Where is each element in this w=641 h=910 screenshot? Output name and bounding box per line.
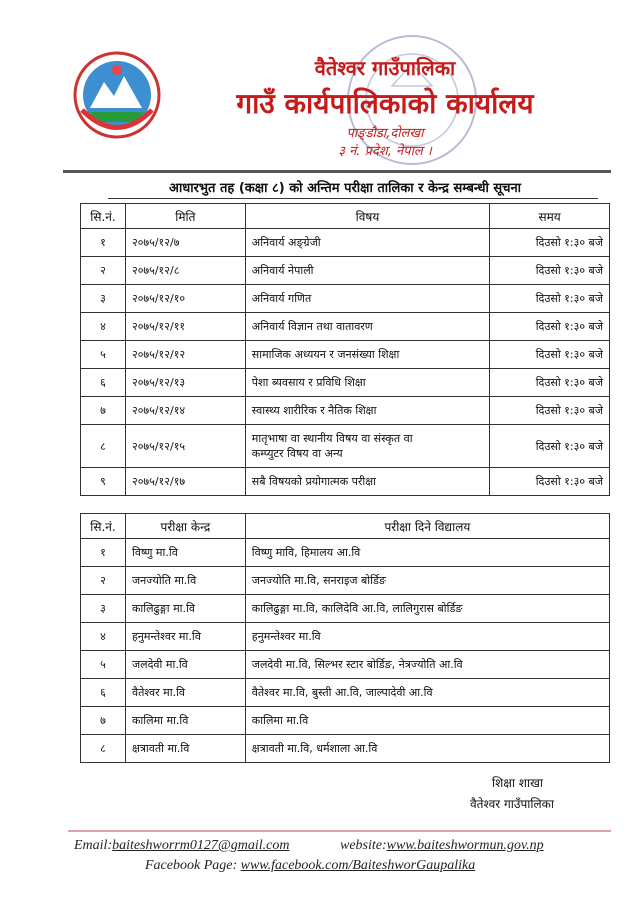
time-cell: दिउसो १:३० बजे: [490, 425, 610, 468]
subject-cell: अनिवार्य गणित: [245, 285, 489, 313]
schools-cell: क्षत्रावती मा.वि, धर्मशाला आ.वि: [245, 735, 609, 763]
serial-cell: ८: [81, 735, 126, 763]
subject-cell: अनिवार्य विज्ञान तथा वातावरण: [245, 313, 489, 341]
time-cell: दिउसो १:३० बजे: [490, 397, 610, 425]
serial-cell: १: [81, 229, 126, 257]
serial-cell: ९: [81, 468, 126, 496]
date-cell: २०७५/१२/१३: [125, 369, 245, 397]
signature-department: शिक्षा शाखा: [492, 776, 543, 790]
schools-cell: जलदेवी मा.वि, सिल्भर स्टार बोर्डिङ, नेत्रज्योति आ.वि: [245, 651, 609, 679]
table-row: [81, 285, 610, 313]
header-office-title: गाउँ कार्यपालिकाको कार्यालय: [236, 87, 534, 120]
subject-cell: सामाजिक अध्ययन र जनसंख्या शिक्षा: [245, 341, 489, 369]
website-label: website:: [340, 838, 387, 853]
signature-municipality: वैतेश्वर गाउँपालिका: [470, 797, 554, 811]
notice-title: आधारभुत तह (कक्षा ८) को अन्तिम परीक्षा तालिका र केन्द्र सम्बन्धी सूचना: [168, 181, 522, 196]
subject-cell: अनिवार्य अङ्ग्रेजी: [245, 229, 489, 257]
header-province: ३ नं. प्रदेश, नेपाल ।: [338, 144, 432, 159]
footer-email: [74, 838, 290, 854]
time-cell: दिउसो १:३० बजे: [490, 468, 610, 496]
serial-cell: १: [81, 539, 126, 567]
time-cell: दिउसो १:३० बजे: [490, 369, 610, 397]
subject-line: मातृभाषा वा स्थानीय विषय वा संस्कृत वा: [251, 432, 413, 445]
subject-cell: स्वास्थ्य शारीरिक र नैतिक शिक्षा: [245, 397, 489, 425]
date-cell: २०७५/१२/१४: [125, 397, 245, 425]
subject-cell: अनिवार्य नेपाली: [245, 257, 489, 285]
date-cell: २०७५/१२/१५: [125, 425, 245, 468]
schools-cell: विष्णु मावि, हिमालय आ.वि: [245, 539, 609, 567]
date-cell: २०७५/१२/८: [125, 257, 245, 285]
date-cell: २०७५/१२/१०: [125, 285, 245, 313]
serial-cell: ६: [81, 679, 126, 707]
table-header-row: [81, 204, 610, 229]
date-cell: २०७५/१२/११: [125, 313, 245, 341]
center-cell: जलदेवी मा.वि: [125, 651, 245, 679]
exam-centers-table: [80, 513, 610, 763]
notice-underline: [108, 198, 598, 199]
table-row: [81, 313, 610, 341]
table-row: [81, 707, 610, 735]
date-cell: २०७५/१२/१७: [125, 468, 245, 496]
time-cell: दिउसो १:३० बजे: [490, 341, 610, 369]
table-row: [81, 567, 610, 595]
header-address: पाङ्डौडा,दोलखा: [346, 126, 424, 141]
schools-cell: कालिमा मा.वि: [245, 707, 609, 735]
table-row: [81, 397, 610, 425]
email-link[interactable]: baiteshworrm0127@gmail.com: [112, 838, 290, 853]
time-cell: दिउसो १:३० बजे: [490, 257, 610, 285]
website-link[interactable]: www.baiteshwormun.gov.np: [386, 838, 544, 853]
center-cell: क्षत्रावती मा.वि: [125, 735, 245, 763]
serial-cell: ७: [81, 397, 126, 425]
table-row: [81, 623, 610, 651]
center-cell: विष्णु मा.वि: [125, 539, 245, 567]
table-row: [81, 651, 610, 679]
table-row: [81, 679, 610, 707]
center-cell: वैतेश्वर मा.वि: [125, 679, 245, 707]
subject-cell: [245, 425, 489, 468]
municipality-emblem-logo: [72, 50, 162, 140]
table-row: [81, 341, 610, 369]
serial-cell: ५: [81, 341, 126, 369]
subject-cell: सबै विषयको प्रयोगात्मक परीक्षा: [245, 468, 489, 496]
footer-facebook: [145, 858, 475, 874]
table-row: [81, 735, 610, 763]
table-row: [81, 425, 610, 468]
exam-schedule-table: [80, 203, 610, 496]
serial-cell: २: [81, 257, 126, 285]
center-cell: हनुमन्तेश्वर मा.वि: [125, 623, 245, 651]
table-header-row: [81, 514, 610, 539]
column-header: सि.नं.: [81, 514, 126, 539]
facebook-link[interactable]: www.facebook.com/BaiteshworGaupalika: [240, 858, 476, 873]
date-cell: २०७५/१२/७: [125, 229, 245, 257]
serial-cell: २: [81, 567, 126, 595]
schools-cell: कालिढुङ्गा मा.वि, कालिदेवि आ.वि, लालिगुरास बोर्डिङ: [245, 595, 609, 623]
serial-cell: ४: [81, 623, 126, 651]
table-row: [81, 229, 610, 257]
serial-cell: ५: [81, 651, 126, 679]
time-cell: दिउसो १:३० बजे: [490, 313, 610, 341]
serial-cell: ६: [81, 369, 126, 397]
header-divider: [63, 170, 611, 173]
column-header: परीक्षा दिने विद्यालय: [245, 514, 609, 539]
column-header: समय: [490, 204, 610, 229]
subject-cell: पेशा ब्यवसाय र प्रविधि शिक्षा: [245, 369, 489, 397]
table-row: [81, 369, 610, 397]
email-label: Email:: [74, 838, 113, 853]
footer-divider: [68, 830, 611, 832]
center-cell: जनज्योति मा.वि: [125, 567, 245, 595]
center-cell: कालिढुङ्गा मा.वि: [125, 595, 245, 623]
table-row: [81, 468, 610, 496]
schools-cell: जनज्योति मा.वि, सनराइज बोर्डिङ: [245, 567, 609, 595]
header-municipality-name: वैतेश्वर गाउँपालिका: [314, 56, 456, 80]
table-row: [81, 539, 610, 567]
footer-website: [340, 838, 544, 854]
subject-line: कम्प्युटर विषय वा अन्य: [251, 447, 343, 460]
time-cell: दिउसो १:३० बजे: [490, 285, 610, 313]
column-header: परीक्षा केन्द्र: [125, 514, 245, 539]
serial-cell: ७: [81, 707, 126, 735]
table-row: [81, 595, 610, 623]
serial-cell: ३: [81, 285, 126, 313]
serial-cell: ३: [81, 595, 126, 623]
schools-cell: हनुमन्तेश्वर मा.वि: [245, 623, 609, 651]
schools-cell: वैतेश्वर मा.वि, बुस्ती आ.वि, जाल्पादेवी आ.वि: [245, 679, 609, 707]
facebook-label: Facebook Page:: [145, 858, 238, 873]
table-row: [81, 257, 610, 285]
serial-cell: ४: [81, 313, 126, 341]
center-cell: कालिमा मा.वि: [125, 707, 245, 735]
column-header: सि.नं.: [81, 204, 126, 229]
serial-cell: ८: [81, 425, 126, 468]
time-cell: दिउसो १:३० बजे: [490, 229, 610, 257]
date-cell: २०७५/१२/१२: [125, 341, 245, 369]
column-header: विषय: [245, 204, 489, 229]
column-header: मिति: [125, 204, 245, 229]
